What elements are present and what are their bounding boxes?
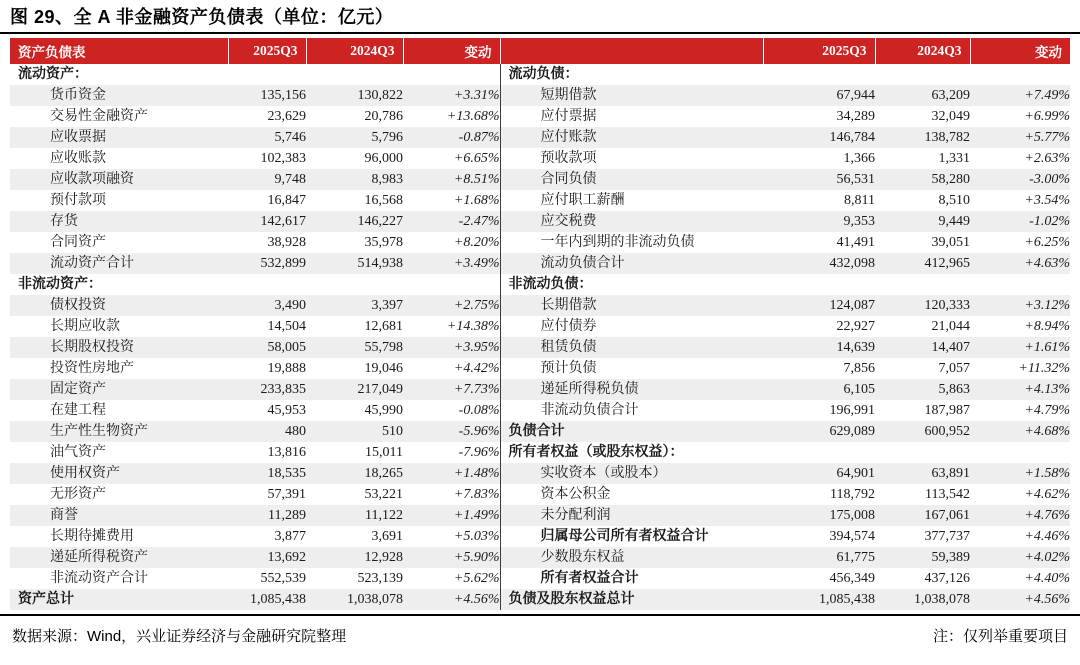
change-value: +4.13% [970,379,1070,400]
value-2025q3: 13,816 [267,445,306,460]
change-value: +11.32% [1018,361,1070,376]
row-label: 一年内到期的非流动负债 [540,235,695,250]
change-value: -2.47% [403,211,500,232]
value-2025q3: 124,087 [763,295,875,316]
row-label: 归属母公司所有者权益合计 [540,529,709,544]
change-value: +3.12% [970,295,1070,316]
table-row [10,64,1070,85]
value-2025q3 [228,64,306,85]
value-2025q3: 142,617 [228,211,306,232]
row-label: 资产总计 [10,589,228,610]
value-2025q3: 61,775 [763,547,875,568]
change-value: +4.56% [403,589,500,610]
footnote-text: 注：仅列举重要项目 [932,628,1068,645]
row-label: 非流动资产合计 [50,571,148,586]
change-value: +5.62% [403,568,500,589]
row-label: 非流动负债： [508,277,593,292]
change-value: +4.46% [1024,529,1070,544]
value-2025q3: 57,391 [267,487,306,502]
change-value: +5.03% [403,526,500,547]
change-value: +13.68% [403,106,500,127]
value-2025q3: 11,289 [228,505,306,526]
row-label: 应收款项融资 [10,169,228,190]
value-2025q3: 18,535 [228,463,306,484]
value-2024q3: 5,796 [306,127,403,148]
value-2024q3: 39,051 [931,235,970,250]
value-2024q3 [306,64,403,85]
change-value: +3.49% [403,253,500,274]
row-label: 货币资金 [10,85,228,106]
value-2024q3: 514,938 [306,253,403,274]
row-label: 油气资产 [50,445,106,460]
row-label: 使用权资产 [10,463,228,484]
value-2024q3: 412,965 [875,253,970,274]
table-row [10,274,1070,295]
change-value [970,274,1070,295]
change-value: +7.83% [403,484,500,505]
change-value: +8.94% [1024,319,1070,334]
row-label: 短期借款 [500,85,763,106]
table-row [10,505,1070,526]
table-row [10,190,1070,211]
value-2025q3: 16,847 [267,193,306,208]
table-row [10,85,1070,106]
table-row [10,400,1070,421]
value-2025q3: 196,991 [829,403,875,418]
table-row [10,463,1070,484]
value-2024q3: 63,891 [875,463,970,484]
table-row [10,442,1070,463]
change-value [403,274,500,295]
change-value: +8.51% [403,169,500,190]
change-value: +4.63% [970,253,1070,274]
change-value: +5.90% [403,547,500,568]
value-2025q3: 19,888 [267,361,306,376]
change-value: +5.77% [970,127,1070,148]
table-row [10,169,1070,190]
value-2024q3: 130,822 [306,85,403,106]
value-2024q3 [875,64,970,85]
value-2024q3: 21,044 [931,319,970,334]
balance-sheet-table [10,38,1070,610]
row-label: 应交税费 [500,211,763,232]
header-2025q3-right: 2025Q3 [763,38,875,64]
row-label: 长期待摊费用 [50,529,134,544]
change-value: +4.79% [1024,403,1070,418]
value-2024q3: 53,221 [364,487,403,502]
change-value: +1.49% [403,505,500,526]
change-value: +4.02% [970,547,1070,568]
value-2025q3 [763,442,875,463]
change-value: -0.08% [403,400,500,421]
value-2024q3: 59,389 [875,547,970,568]
header-2024q3-left: 2024Q3 [306,38,403,64]
row-label: 投资性房地产 [50,361,134,376]
table-row [10,484,1070,505]
value-2024q3: 600,952 [875,421,970,442]
change-value: +1.48% [403,463,500,484]
value-2025q3: 8,811 [844,193,875,208]
row-label: 递延所得税负债 [500,379,763,400]
value-2024q3: 9,449 [875,211,970,232]
row-label: 应收账款 [50,151,106,166]
row-label: 交易性金融资产 [50,109,148,124]
row-label: 长期应收款 [50,319,120,334]
change-value: -3.00% [970,169,1070,190]
value-2025q3: 233,835 [228,379,306,400]
row-label: 存货 [10,211,228,232]
value-2025q3: 629,089 [763,421,875,442]
row-label: 租赁负债 [500,337,763,358]
value-2025q3: 135,156 [228,85,306,106]
value-2025q3: 552,539 [260,571,306,586]
value-2024q3: 96,000 [364,151,403,166]
change-value: -1.02% [970,211,1070,232]
figure-footer [0,616,1080,646]
value-2024q3: 523,139 [357,571,403,586]
table-row [10,421,1070,442]
change-value: +6.25% [1024,235,1070,250]
table-row [10,127,1070,148]
value-2024q3: 63,209 [875,85,970,106]
value-2024q3: 55,798 [306,337,403,358]
value-2025q3: 13,692 [228,547,306,568]
row-label: 应付债券 [540,319,597,334]
value-2024q3: 8,510 [938,193,970,208]
header-blank-right [500,38,763,64]
change-value: +6.99% [1024,109,1070,124]
row-label: 预付款项 [50,193,106,208]
change-value: +4.40% [1024,571,1070,586]
change-value: +4.42% [403,358,500,379]
table-row [10,211,1070,232]
row-label: 实收资本（或股本） [500,463,763,484]
value-2025q3: 532,899 [228,253,306,274]
value-2025q3: 9,748 [228,169,306,190]
value-2024q3: 113,542 [925,487,970,502]
value-2025q3 [763,64,875,85]
row-label: 所有者权益合计 [540,571,639,586]
change-value [403,64,500,85]
table-header-row [10,38,1070,64]
value-2024q3: 16,568 [364,193,403,208]
row-label: 固定资产 [10,379,228,400]
figure-title: 图 29、全 A 非金融资产负债表（单位：亿元） [10,7,394,27]
value-2025q3: 45,953 [267,403,306,418]
row-label: 流动负债合计 [500,253,763,274]
header-change-right: 变动 [970,38,1070,64]
value-2025q3: 1,085,438 [763,589,875,610]
table-row [10,232,1070,253]
value-2025q3: 23,629 [267,109,306,124]
change-value: +2.63% [1024,151,1070,166]
value-2025q3: 480 [228,421,306,442]
table-row [10,379,1070,400]
change-value: +6.65% [403,148,500,169]
change-value: +8.20% [403,232,500,253]
change-value: +1.68% [403,190,500,211]
value-2025q3: 3,877 [274,529,306,544]
table-row [10,295,1070,316]
value-2025q3: 3,490 [228,295,306,316]
row-label: 长期股权投资 [10,337,228,358]
row-label: 在建工程 [50,403,106,418]
row-label: 合同资产 [50,235,106,250]
row-label: 无形资产 [50,487,106,502]
value-2024q3: 146,227 [306,211,403,232]
value-2024q3 [306,274,403,295]
value-2024q3: 7,057 [938,361,970,376]
value-2025q3: 34,289 [836,109,875,124]
row-label: 流动资产： [18,67,88,82]
row-label: 预计负债 [540,361,597,376]
value-2024q3: 15,011 [365,445,403,460]
value-2025q3: 38,928 [267,235,306,250]
value-2024q3: 35,978 [364,235,403,250]
value-2024q3: 217,049 [306,379,403,400]
value-2025q3: 456,349 [829,571,875,586]
value-2024q3: 3,397 [306,295,403,316]
header-balance-sheet-label: 资产负债表 [10,38,228,64]
value-2025q3: 67,944 [763,85,875,106]
change-value: +7.49% [970,85,1070,106]
value-2024q3: 45,990 [364,403,403,418]
value-2025q3: 432,098 [763,253,875,274]
change-value: +14.38% [403,316,500,337]
change-value: -5.96% [403,421,500,442]
value-2024q3: 19,046 [364,361,403,376]
table-row [10,316,1070,337]
value-2025q3: 41,491 [836,235,875,250]
value-2025q3: 14,639 [763,337,875,358]
value-2024q3: 437,126 [924,571,970,586]
table-row [10,106,1070,127]
change-value: +3.54% [1024,193,1070,208]
row-label: 应付票据 [540,109,597,124]
header-2025q3-left: 2025Q3 [228,38,306,64]
value-2024q3: 12,928 [306,547,403,568]
row-label: 负债合计 [500,421,763,442]
value-2024q3: 1,038,078 [306,589,403,610]
row-label: 所有者权益（或股东权益）： [508,445,684,460]
value-2024q3: 18,265 [306,463,403,484]
row-label: 应付职工薪酬 [540,193,625,208]
value-2024q3: 120,333 [875,295,970,316]
change-value: +4.68% [970,421,1070,442]
row-label: 少数股东权益 [500,547,763,568]
value-2025q3: 22,927 [836,319,875,334]
value-2024q3: 5,863 [875,379,970,400]
change-value: +3.31% [403,85,500,106]
table-row [10,589,1070,610]
value-2024q3: 8,983 [306,169,403,190]
row-label: 递延所得税资产 [10,547,228,568]
balance-sheet-body [10,64,1070,610]
value-2024q3: 12,681 [364,319,403,334]
change-value: +7.73% [403,379,500,400]
row-label: 预收款项 [540,151,597,166]
value-2025q3 [228,274,306,295]
value-2025q3: 9,353 [763,211,875,232]
row-label: 非流动负债合计 [540,403,639,418]
change-value: +3.95% [403,337,500,358]
value-2025q3: 1,085,438 [228,589,306,610]
value-2025q3: 7,856 [843,361,875,376]
table-row [10,358,1070,379]
value-2025q3: 56,531 [763,169,875,190]
value-2024q3: 3,691 [371,529,403,544]
row-label: 债权投资 [10,295,228,316]
row-label: 合同负债 [500,169,763,190]
table-row [10,568,1070,589]
value-2024q3: 11,122 [306,505,403,526]
row-label: 商誉 [10,505,228,526]
value-2025q3: 175,008 [763,505,875,526]
value-2025q3: 1,366 [843,151,875,166]
change-value: +2.75% [403,295,500,316]
value-2025q3: 64,901 [763,463,875,484]
header-change-left: 变动 [403,38,500,64]
value-2024q3: 138,782 [875,127,970,148]
row-label: 未分配利润 [500,505,763,526]
change-value: +1.58% [970,463,1070,484]
change-value [970,442,1070,463]
value-2024q3 [875,274,970,295]
row-label: 长期借款 [500,295,763,316]
table-row [10,547,1070,568]
value-2024q3: 377,737 [924,529,970,544]
value-2025q3: 58,005 [228,337,306,358]
header-2024q3-right: 2024Q3 [875,38,970,64]
table-row [10,526,1070,547]
value-2025q3: 14,504 [267,319,306,334]
change-value: +4.62% [1024,487,1070,502]
row-label: 应付账款 [500,127,763,148]
row-label: 流动负债： [508,67,579,82]
value-2024q3: 58,280 [875,169,970,190]
table-row [10,337,1070,358]
value-2025q3: 394,574 [829,529,875,544]
value-2024q3: 510 [306,421,403,442]
value-2025q3 [763,274,875,295]
value-2024q3: 167,061 [875,505,970,526]
change-value: +1.61% [970,337,1070,358]
value-2025q3: 118,792 [830,487,875,502]
value-2024q3: 20,786 [364,109,403,124]
table-row [10,148,1070,169]
row-label: 应收票据 [10,127,228,148]
change-value: +4.76% [970,505,1070,526]
value-2024q3: 32,049 [931,109,970,124]
value-2025q3: 102,383 [260,151,306,166]
data-source-text: 数据来源：Wind，兴业证券经济与金融研究院整理 [12,628,347,645]
row-label: 资本公积金 [540,487,611,502]
row-label: 流动资产合计 [10,253,228,274]
value-2024q3: 14,407 [875,337,970,358]
value-2024q3 [875,442,970,463]
change-value [970,64,1070,85]
change-value: +4.56% [970,589,1070,610]
value-2025q3: 6,105 [763,379,875,400]
change-value: -7.96% [403,442,500,463]
row-label: 生产性生物资产 [10,421,228,442]
table-row [10,253,1070,274]
change-value: -0.87% [403,127,500,148]
value-2024q3: 1,331 [938,151,970,166]
value-2024q3: 1,038,078 [875,589,970,610]
value-2025q3: 5,746 [228,127,306,148]
row-label: 负债及股东权益总计 [500,589,763,610]
title-divider [0,32,1080,34]
row-label: 非流动资产： [18,277,102,292]
value-2025q3: 146,784 [763,127,875,148]
value-2024q3: 187,987 [924,403,970,418]
